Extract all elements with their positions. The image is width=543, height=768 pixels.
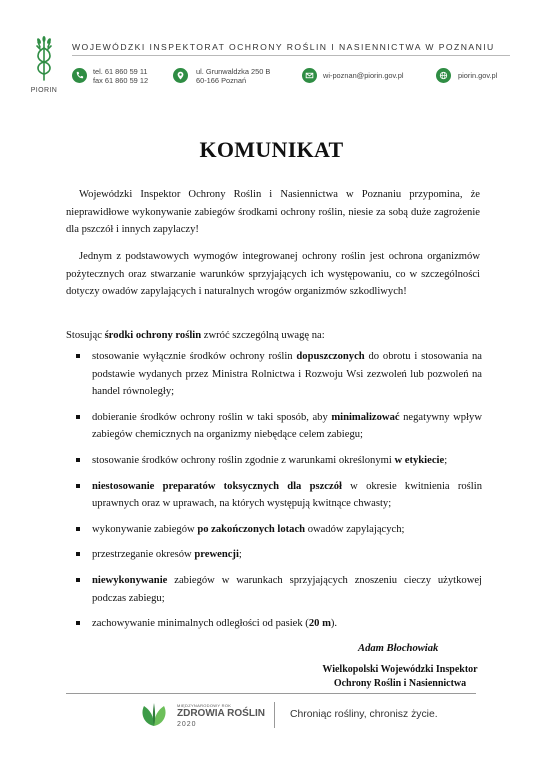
plant-health-year-logo [136, 700, 172, 730]
footer-year: 2020 [177, 721, 197, 728]
list-item: zachowywanie minimalnych odległości od pasiek (20 m). [72, 615, 482, 633]
footer-year-label: MIĘDZYNARODOWY ROK [177, 703, 232, 708]
footer-divider [66, 693, 476, 694]
address-city: 60-166 Poznań [196, 76, 247, 85]
list-item: przestrzeganie okresów prewencji; [72, 546, 482, 564]
phone-icon [72, 68, 87, 83]
paragraph-intro: Wojewódzki Inspektor Ochrony Roślin i Nasiennictwa w Poznaniu przypomina, że nieprawidłowe wykonywanie zabiegów środkami ochrony roślin, niesie za sobą duże zagrożenie dla pszczół i innych zapylaczy! [66, 189, 480, 236]
list-item: stosowanie środków ochrony roślin zgodnie z warunkami określonymi w etykiecie; [72, 452, 482, 470]
signatory-name: Adam Błochowiak [358, 643, 439, 654]
lead-in-text: Stosując [66, 330, 105, 341]
list-item: wykonywanie zabiegów po zakończonych lotach owadów zapylających; [72, 521, 482, 539]
globe-icon [436, 68, 451, 83]
footer-separator [274, 702, 275, 728]
wheat-caduceus-icon [26, 36, 62, 82]
footer-slogan: Chroniąc rośliny, chronisz życie. [290, 709, 438, 720]
piorin-logo [26, 36, 62, 94]
email-link[interactable]: wi-poznan@piorin.gov.pl [323, 71, 404, 80]
website-link[interactable]: piorin.gov.pl [458, 71, 498, 80]
footer-campaign-name: ZDROWIA ROŚLIN [177, 708, 265, 719]
signatory-role-line1: Wielkopolski Wojewódzki Inspektor [322, 664, 478, 675]
list-item: stosowanie wyłącznie środków ochrony roślin dopuszczonych do obrotu i stosowania na podstawie wydanych przez Ministra Rolnictwa i Rozwoju Wsi zezwoleń lub pozwoleń na handel równoległy; [72, 348, 482, 401]
recommendations-list [72, 348, 482, 633]
list-item: niestosowanie preparatów toksycznych dla pszczół w okresie kwitnienia roślin uprawnych oraz w uprawach, na których występują kwitnące chwasty; [72, 478, 482, 513]
logo-text: PIORIN [30, 87, 58, 94]
signatory-role [300, 663, 500, 690]
phone-info [93, 67, 148, 85]
lead-in-text-end: zwróć szczególną uwagę na: [201, 330, 325, 341]
address-street: ul. Grunwaldzka 250 B [196, 67, 271, 76]
document-title: KOMUNIKAT [199, 137, 344, 162]
phone-number: tel. 61 860 59 11 [93, 67, 148, 76]
header-divider [72, 55, 510, 56]
mail-icon [302, 68, 317, 83]
list-lead-in [66, 327, 480, 345]
signatory-role-line2: Ochrony Roślin i Nasiennictwa [333, 677, 467, 689]
list-item: dobieranie środków ochrony roślin w taki sposób, aby minimalizować negatywny wpływ zabiegów chemicznych na organizmy niebędące celem zabiegu; [72, 409, 482, 444]
list-item: niewykonywanie zabiegów w warunkach sprzyjających znoszeniu cieczy użytkowej podczas zabiegu; [72, 572, 482, 607]
paragraph-integrated-protection: Jednym z podstawowych wymogów integrowanej ochrony roślin jest ochrona organizmów pożytecznych oraz stwarzanie warunków sprzyjających ich występowaniu, co w szczególności dotyczy owadów zapylających i naturalnych wrogów organizmów szkodliwych! [66, 251, 480, 298]
address-info [196, 67, 270, 85]
fax-number: fax 61 860 59 12 [93, 76, 149, 85]
location-pin-icon [173, 68, 188, 83]
lead-in-bold: środki ochrony roślin [104, 330, 202, 341]
organization-title: WOJEWÓDZKI INSPEKTORAT OCHRONY ROŚLIN I NASIENNICTWA W POZNANIU [72, 42, 495, 52]
leaf-icon [136, 700, 172, 730]
